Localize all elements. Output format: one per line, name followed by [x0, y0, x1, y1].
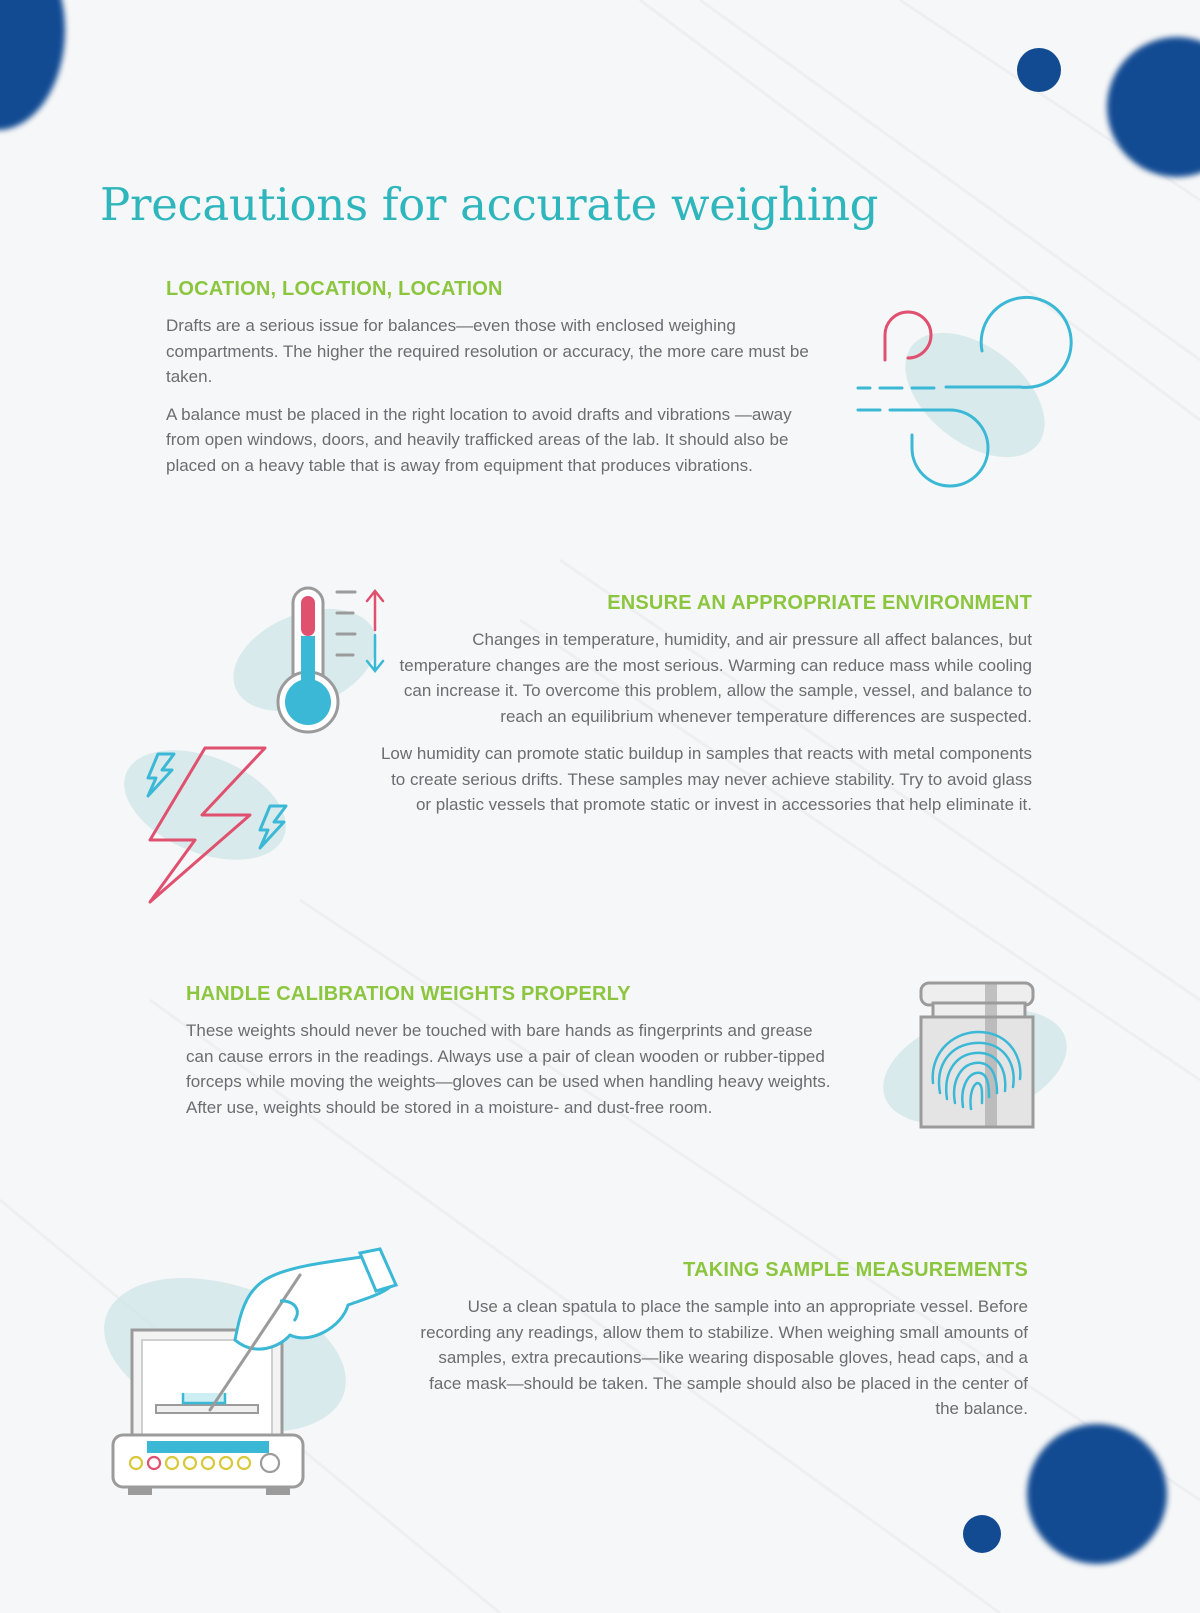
decorative-dot-small-top [1017, 48, 1061, 92]
section-sample-measurements [420, 1259, 1028, 1434]
section-heading: ENSURE AN APPROPRIATE ENVIRONMENT [607, 592, 1032, 614]
lightning-icon [110, 740, 310, 910]
section-heading: HANDLE CALIBRATION WEIGHTS PROPERLY [186, 983, 631, 1005]
calibration-weight-icon [855, 975, 1095, 1145]
decorative-dot-small-bottom [963, 1515, 1001, 1553]
wind-icon [850, 295, 1090, 515]
decorative-dot-bottom-right [1027, 1424, 1167, 1564]
section-location [166, 278, 826, 490]
page-title: Precautions for accurate weighing [100, 178, 879, 231]
section-paragraph: Drafts are a serious issue for balances—even those with enclosed weighing compartments. The higher the required resolution or accuracy, the more care must be taken. [166, 316, 809, 386]
balance-icon [80, 1245, 420, 1515]
section-paragraph: These weights should never be touched with bare hands as fingerprints and grease can cause errors in the readings. Always use a pair of clean wooden or rubber-tipped forceps while moving the weights—gloves can be used when handling heavy weights. After use, weights should be stored in a moisture- and dust-free room. [186, 1021, 831, 1117]
section-environment [380, 592, 1032, 830]
section-heading: TAKING SAMPLE MEASUREMENTS [683, 1259, 1028, 1281]
section-paragraph: A balance must be placed in the right location to avoid drafts and vibrations —away from open windows, doors, and heavily trafficked areas of the lab. It should also be placed on a heavy table that is away from equipment that produces vibrations. [166, 404, 792, 475]
section-calibration [186, 983, 836, 1132]
section-paragraph: Changes in temperature, humidity, and air pressure all affect balances, but temperature changes are the most serious. Warming can reduce mass while cooling can increase it. To overcome this problem, allow the sample, vessel, and balance to reach an equilibrium whenever temperature differences are suspected. [399, 630, 1032, 726]
section-paragraph: Low humidity can promote static buildup in samples that reacts with metal components to create serious drifts. These samples may never achieve stability. Try to avoid glass or plastic vessels that promote static or invest in accessories that help eliminate it. [380, 744, 1032, 814]
section-heading: LOCATION, LOCATION, LOCATION [166, 278, 503, 300]
thermometer-icon [205, 580, 420, 740]
section-paragraph: Use a clean spatula to place the sample into an appropriate vessel. Before recording any readings, allow them to stabilize. When weighing small amounts of samples, extra precautions—like wearing disposable gloves, head caps, and a face mask—should be taken. The sample should also be placed in the center of the balance. [420, 1297, 1028, 1418]
